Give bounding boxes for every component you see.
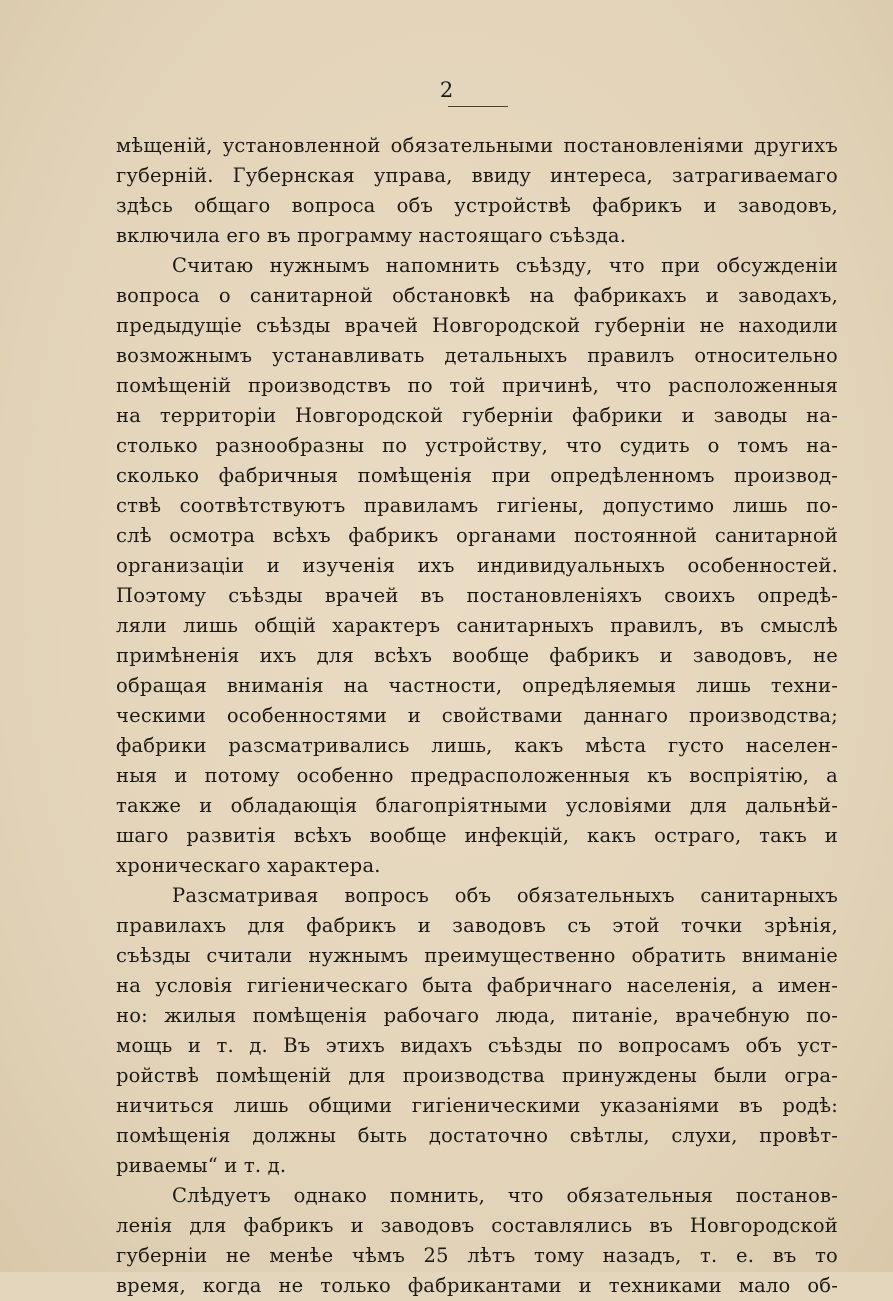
text-line: но: жилыя помѣщенія рабочаго люда, питаніе, врачебную по- — [116, 1004, 838, 1027]
text-line: ничиться лишь общими гигіеническими указаніями въ родѣ: — [116, 1094, 838, 1117]
text-line: правилахъ для фабрикъ и заводовъ съ этой точки зрѣнія, — [116, 914, 838, 937]
text-line: Считаю нужнымъ напомнить съѣзду, что при обсужденіи — [172, 254, 838, 277]
text-line: на условія гигіеническаго быта фабричнаго населенія, а имен- — [116, 974, 838, 997]
text-line: мѣщеній, установленной обязательными постановленіями другихъ — [116, 134, 838, 157]
text-line: губерніи не менѣе чѣмъ 25 лѣтъ тому назадъ, т. е. въ то — [116, 1244, 838, 1267]
text-line: организаціи и изученія ихъ индивидуальныхъ особенностей. — [116, 554, 838, 577]
text-line: предыдущіе съѣзды врачей Новгородской губерніи не находили — [116, 314, 838, 337]
text-line: Поэтому съѣзды врачей въ постановленіяхъ своихъ опредѣ- — [116, 584, 838, 607]
text-line: также и обладающія благопріятными условіями для дальнѣй- — [116, 794, 838, 817]
text-line: хроническаго характера. — [116, 854, 381, 877]
page-number: 2 — [439, 78, 454, 102]
page-number-rule — [448, 106, 508, 107]
text-line: столько разнообразны по устройству, что судить о томъ на- — [116, 434, 838, 457]
text-line: помѣщеній производствъ по той причинѣ, что расположенныя — [116, 374, 838, 397]
text-line: ройствѣ помѣщеній для производства принуждены были огра- — [116, 1064, 838, 1087]
text-line: фабрики разсматривались лишь, какъ мѣста густо населен- — [116, 734, 838, 757]
text-line: помѣщенія должны быть достаточно свѣтлы, слухи, провѣт- — [116, 1124, 838, 1147]
text-line: включила его въ программу настоящаго съѣзда. — [116, 224, 627, 247]
text-line: губерній. Губернская управа, ввиду интереса, затрагиваемаго — [116, 164, 838, 187]
text-line: время, когда не только фабрикантами и техниками мало об- — [116, 1274, 838, 1297]
text-line: ляли лишь общій характеръ санитарныхъ правилъ, въ смыслѣ — [116, 614, 838, 637]
text-line: примѣненія ихъ для всѣхъ вообще фабрикъ и заводовъ, не — [116, 644, 838, 667]
text-line: слѣ осмотра всѣхъ фабрикъ органами постоянной санитарной — [116, 524, 838, 547]
text-line: съѣзды считали нужнымъ преимущественно обратить вниманіе — [116, 944, 838, 967]
text-line: риваемы“ и т. д. — [116, 1154, 287, 1177]
text-line: ческими особенностями и свойствами даннаго производства; — [116, 704, 838, 727]
text-line: Разсматривая вопросъ объ обязательныхъ санитарныхъ — [172, 884, 838, 907]
text-line: сколько фабричныя помѣщенія при опредѣленномъ производ- — [116, 464, 838, 487]
text-line: здѣсь общаго вопроса объ устройствѣ фабрикъ и заводовъ, — [116, 194, 838, 217]
body-text — [116, 131, 838, 1301]
text-line: мощь и т. д. Въ этихъ видахъ съѣзды по вопросамъ объ уст- — [116, 1034, 838, 1057]
text-line: обращая вниманія на частности, опредѣляемыя лишь техни- — [116, 674, 838, 697]
text-line: ныя и потому особенно предрасположенныя къ воспріятію, а — [116, 764, 838, 787]
text-line: ствѣ соотвѣтствуютъ правиламъ гигіены, допустимо лишь по- — [116, 494, 838, 517]
text-line: Слѣдуетъ однако помнить, что обязательныя постанов- — [172, 1184, 838, 1207]
text-line: шаго развитія всѣхъ вообще инфекцій, какъ остраго, такъ и — [116, 824, 838, 847]
text-line: возможнымъ устанавливать детальныхъ правилъ относительно — [116, 344, 838, 367]
text-line: ленія для фабрикъ и заводовъ составлялись въ Новгородской — [116, 1214, 838, 1237]
text-line: вопроса о санитарной обстановкѣ на фабрикахъ и заводахъ, — [116, 284, 838, 307]
text-line: на территоріи Новгородской губерніи фабрики и заводы на- — [116, 404, 838, 427]
